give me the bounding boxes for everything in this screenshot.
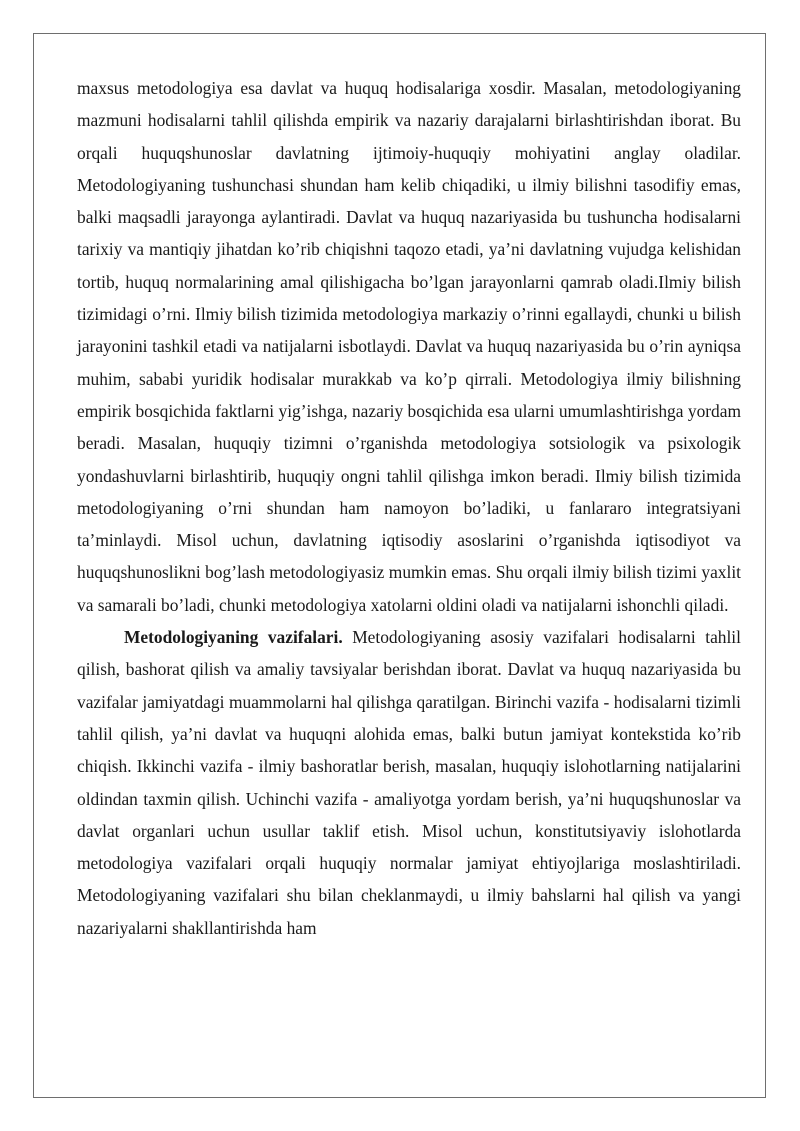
document-body — [77, 72, 741, 944]
section-paragraph — [77, 621, 741, 944]
section-paragraph-text: Metodologiyaning asosiy vazifalari hodisalarni tahlil qilish, bashorat qilish va amaliy tavsiyalar berishdan iborat. Davlat va huquq nazariyasida bu vazifalar jamiyatdagi muammolarni hal qilishga qaratilgan. Birinchi vazifa - hodisalarni tizimli tahlil qilish, ya’ni davlat va huquqni alohida emas, balki butun jamiyat kontekstida ko’rib chiqish. Ikkinchi vazifa - ilmiy bashoratlar berish, masalan, huquqiy islohotlarning natijalarini oldindan taxmin qilish. Uchinchi vazifa - amaliyotga yordam berish, ya’ni huquqshunoslar va davlat organlari uchun usullar taklif etish. Misol uchun, konstitutsiyaviy islohotlarda metodologiya vazifalari orqali huquqiy normalar jamiyat ehtiyojlariga moslashtiriladi. Metodologiyaning vazifalari shu bilan cheklanmaydi, u ilmiy bahslarni hal qilish va yangi nazariyalarni shakllantirishda ham — [77, 627, 741, 938]
section-heading-inline: Metodologiyaning vazifalari. — [124, 627, 343, 648]
body-paragraph: maxsus metodologiya esa davlat va huquq hodisalariga xosdir. Masalan, metodologiyaning mazmuni hodisalarni tahlil qilishda empirik va nazariy darajalarni birlashtirishdan iborat. Bu orqali huquqshunoslar davlatning ijtimoiy-huquqiy mohiyatini anglay oladilar. Metodologiyaning tushunchasi shundan ham kelib chiqadiki, u ilmiy bilishni tasodifiy emas, balki maqsadli jarayonga aylantiradi. Davlat va huquq nazariyasida bu tushuncha hodisalarni tarixiy va mantiqiy jihatdan ko’rib chiqishni taqozo etadi, ya’ni davlatning vujudga kelishidan tortib, huquq normalarining amal qilishigacha bo’lgan jarayonlarni qamrab oladi.Ilmiy bilish tizimidagi o’rni. Ilmiy bilish tizimida metodologiya markaziy o’rinni egallaydi, chunki u bilish jarayonini tashkil etadi va natijalarni isbotlaydi. Davlat va huquq nazariyasida bu o’rin ayniqsa muhim, sababi yuridik hodisalar murakkab va ko’p qirrali. Metodologiya ilmiy bilishning empirik bosqichida faktlarni yig’ishga, nazariy bosqichida esa ularni umumlashtirishga yordam beradi. Masalan, huquqiy tizimni o’rganishda metodologiya sotsiologik va psixologik yondashuvlarni birlashtirib, huquqiy ongni tahlil qilishga imkon beradi. Ilmiy bilish tizimida metodologiyaning o’rni shundan ham namoyon bo’ladiki, u fanlararo integratsiyani ta’minlaydi. Misol uchun, davlatning iqtisodiy asoslarini o’rganishda iqtisodiyot va huquqshunoslikni bog’lash metodologiyasiz mumkin emas. Shu orqali ilmiy bilish tizimi yaxlit va samarali bo’ladi, chunki metodologiya xatolarni oldini oladi va natijalarni ishonchli qiladi. — [77, 78, 741, 615]
